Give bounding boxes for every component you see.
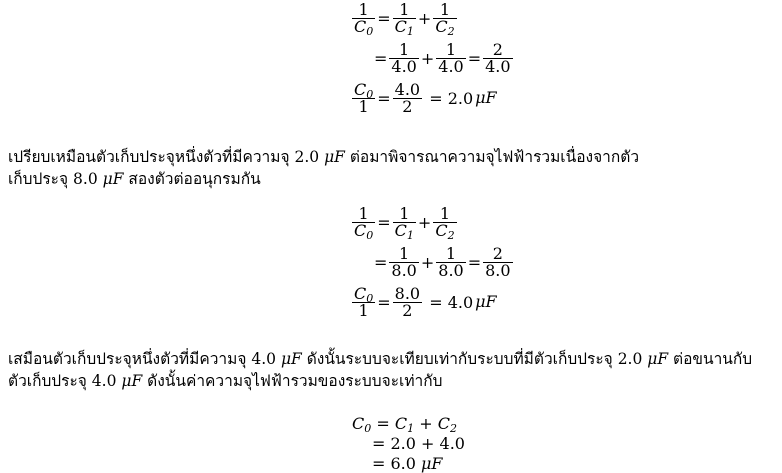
eq3-line3: = 6.0 μF bbox=[372, 454, 443, 473]
eq1-line2: = $\frac{1}{4.0}$ + $\frac{1}{4.0}$ = $\frac{2}{4.0}$ bbox=[374, 40, 511, 76]
paragraph-2-line-1: เสมือนตัวเก็บประจุหนึ่งตัวที่มีความจุ 4.0 μF ดังนั้นระบบจะเทียบเท่ากับระบบที่มีตัวเก็บประจุ 2.0 μF ต่อขนานกับ bbox=[8, 350, 753, 368]
eq1-line3: $\frac{C_0}{1}$ = $\frac{4.0}{2}$ = 2.0 μF bbox=[354, 80, 497, 116]
eq2-line1: $\frac{1}{C_0}$ = $\frac{1}{C_1}$ + $\frac{1}{C_2}$ bbox=[354, 204, 455, 242]
eq3-line2: = 2.0 + 4.0 bbox=[372, 434, 465, 453]
eq2-line3: $\frac{C_0}{1}$ = $\frac{8.0}{2}$ = 4.0 μF bbox=[354, 284, 497, 320]
paragraph-1-line-1: เปรียบเหมือนตัวเก็บประจุหนึ่งตัวที่มีความจุ 2.0 μF ต่อมาพิจารณาความจุไฟฟ้ารวมเนื่องจากตัว bbox=[8, 148, 640, 166]
paragraph-1-line-2: เก็บประจุ 8.0 μF สองตัวต่ออนุกรมกัน bbox=[8, 170, 261, 188]
eq3-line1: $C_0 = C_1 + C_2$ bbox=[352, 414, 457, 435]
paragraph-2-line-2: ตัวเก็บประจุ 4.0 μF ดังนั้นค่าความจุไฟฟ้ารวมของระบบจะเท่ากับ bbox=[8, 372, 443, 390]
eq2-line2: = $\frac{1}{8.0}$ + $\frac{1}{8.0}$ = $\frac{2}{8.0}$ bbox=[374, 244, 511, 280]
eq1-line1: $\frac{1}{C_0}$ = $\frac{1}{C_1}$ + $\frac{1}{C_2}$ bbox=[354, 0, 455, 38]
paragraph-2 bbox=[8, 348, 752, 392]
paragraph-1 bbox=[8, 146, 639, 190]
